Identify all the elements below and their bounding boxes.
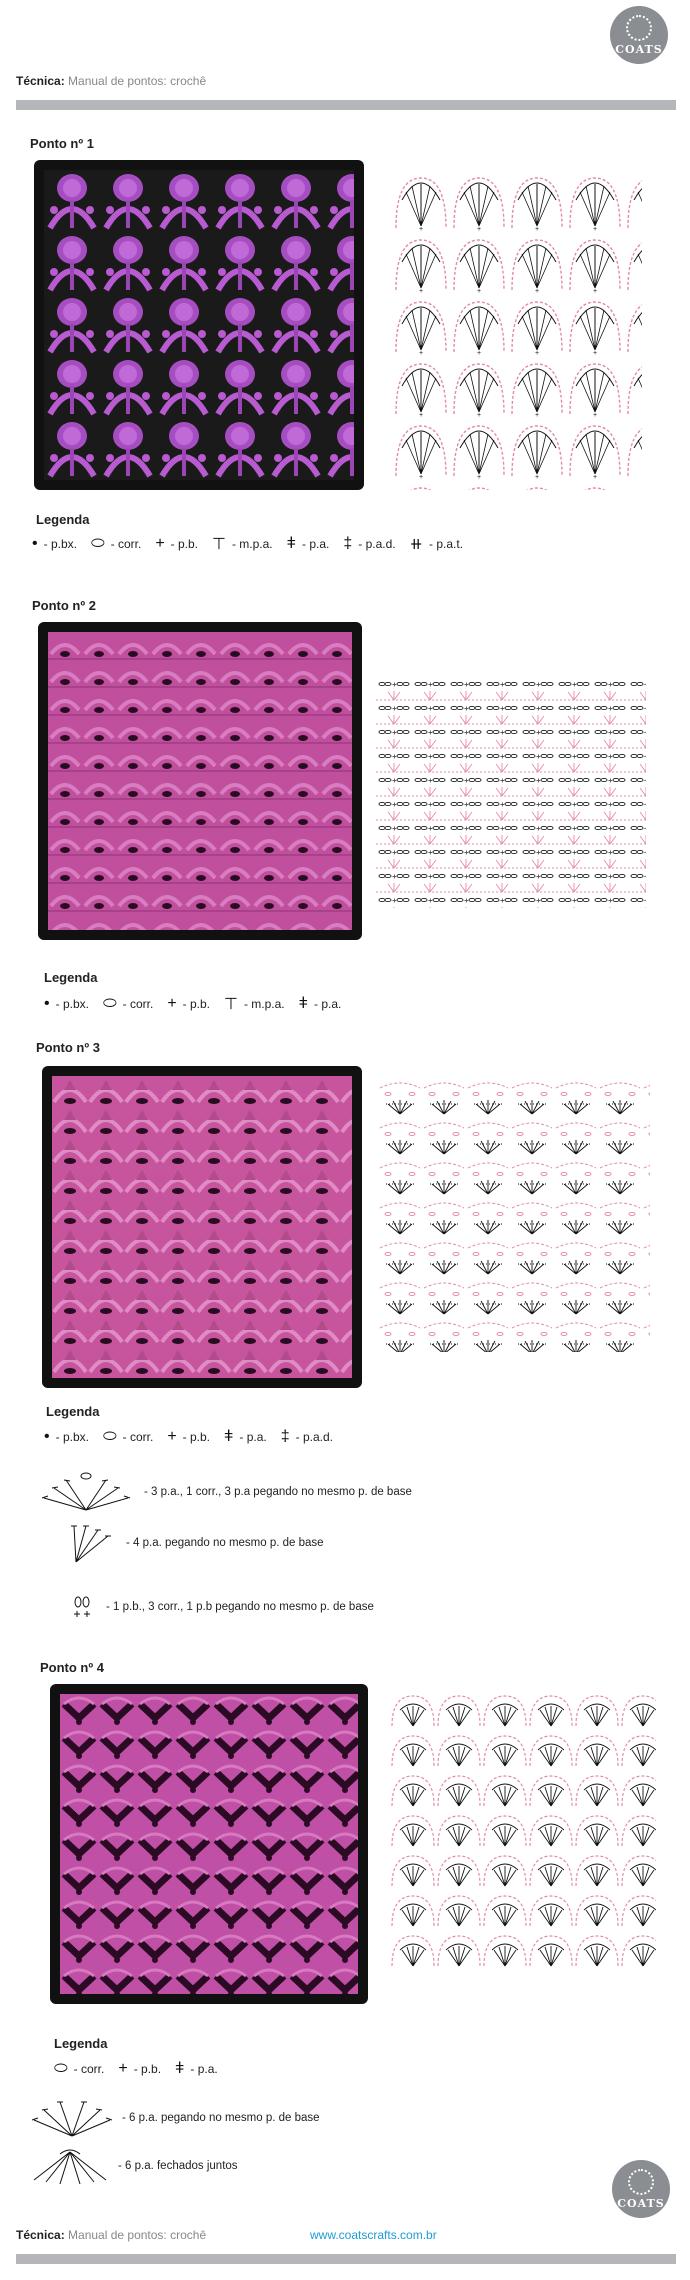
footer-bar bbox=[16, 2254, 676, 2264]
picot-icon bbox=[68, 1594, 98, 1620]
ponto-4-photo bbox=[50, 1684, 368, 2004]
legend-item: ⬭ - corr. bbox=[54, 2060, 105, 2077]
mpa-icon: ⊤ bbox=[212, 536, 226, 553]
legend-item: ‡ - p.a.d. bbox=[280, 1428, 333, 1445]
ponto-3-photo bbox=[42, 1066, 362, 1388]
plus-icon: + bbox=[167, 995, 177, 1012]
ponto-4-legend-title: Legenda bbox=[54, 2036, 108, 2051]
fan-4-icon bbox=[68, 1520, 118, 1566]
mpa-icon: ⊤ bbox=[224, 996, 238, 1013]
plus-icon: + bbox=[118, 2060, 128, 2077]
pa-icon: ǂ bbox=[298, 995, 308, 1012]
ponto-2-title: Ponto nº 2 bbox=[32, 598, 96, 613]
legend-item: ⊤ - m.p.a. bbox=[212, 536, 273, 553]
logo-ring-icon bbox=[628, 2169, 654, 2195]
ponto-4-legend bbox=[54, 2060, 232, 2078]
plus-icon: + bbox=[167, 1428, 177, 1445]
ponto-1-legend bbox=[32, 534, 477, 554]
legend-item: ⬭ - corr. bbox=[90, 535, 142, 552]
ponto-4-extra-1: - 6 p.a. pegando no mesmo p. de base bbox=[30, 2098, 320, 2138]
shell-6-icon bbox=[30, 2098, 114, 2138]
oval-icon: ⬭ bbox=[90, 535, 105, 552]
header-bar bbox=[16, 100, 676, 110]
oval-icon: ⬭ bbox=[54, 2060, 68, 2077]
pa-icon: ǂ bbox=[175, 2060, 185, 2077]
dot-icon: • bbox=[32, 535, 38, 552]
ponto-3-chart bbox=[378, 1080, 650, 1352]
ponto-1-legend-title: Legenda bbox=[36, 512, 90, 527]
legend-item: ‡ - p.a.d. bbox=[343, 535, 396, 552]
legend-item: • - p.bx. bbox=[44, 1428, 89, 1445]
ponto-4-extra-2: - 6 p.a. fechados juntos bbox=[30, 2146, 238, 2186]
pa-icon: ǂ bbox=[286, 535, 296, 552]
ponto-3-title: Ponto nº 3 bbox=[36, 1040, 100, 1055]
ponto-3-extra-3: - 1 p.b., 3 corr., 1 p.b pegando no mesmo p. de base bbox=[68, 1594, 374, 1620]
oval-icon: ⬭ bbox=[102, 995, 117, 1012]
pat-icon: ⧺ bbox=[409, 536, 424, 553]
logo-ring-icon bbox=[626, 15, 652, 41]
ponto-4-chart bbox=[390, 1690, 656, 1972]
dot-icon: • bbox=[44, 995, 50, 1012]
plus-icon: + bbox=[155, 535, 165, 552]
cluster-6-icon bbox=[30, 2146, 110, 2186]
legend-item: + - p.b. bbox=[167, 995, 211, 1012]
legend-item: ǂ - p.a. bbox=[286, 535, 330, 552]
pad-icon: ‡ bbox=[343, 535, 353, 552]
pa-icon: ǂ bbox=[224, 1428, 234, 1445]
ponto-2-legend bbox=[44, 994, 355, 1014]
tecnica-label: Técnica: bbox=[16, 74, 65, 88]
shell-3-1-3-icon bbox=[36, 1470, 136, 1514]
legend-item: ǂ - p.a. bbox=[224, 1428, 267, 1445]
oval-icon: ⬭ bbox=[102, 1428, 117, 1445]
ponto-3-legend bbox=[44, 1428, 347, 1446]
legend-item: ǂ - p.a. bbox=[175, 2060, 218, 2077]
legend-item: • - p.bx. bbox=[32, 535, 77, 552]
legend-item: + - p.b. bbox=[167, 1428, 211, 1445]
legend-item: + - p.b. bbox=[118, 2060, 162, 2077]
logo-text: COATS bbox=[617, 2196, 665, 2210]
ponto-1-chart bbox=[392, 170, 642, 490]
ponto-2-legend-title: Legenda bbox=[44, 970, 98, 985]
dot-icon: • bbox=[44, 1428, 50, 1445]
footer-tecnica bbox=[16, 2228, 206, 2242]
logo-text: COATS bbox=[615, 42, 663, 56]
coats-logo bbox=[610, 6, 668, 64]
legend-item: ⬭ - corr. bbox=[102, 1428, 154, 1445]
ponto-3-extra-2: - 4 p.a. pegando no mesmo p. de base bbox=[68, 1520, 324, 1566]
ponto-3-legend-title: Legenda bbox=[46, 1404, 100, 1419]
footer-url-link[interactable]: www.coatscrafts.com.br bbox=[310, 2228, 437, 2242]
ponto-2-photo bbox=[38, 622, 362, 940]
tecnica-value: Manual de pontos: crochê bbox=[68, 74, 207, 88]
ponto-1-photo bbox=[34, 160, 364, 490]
ponto-3-extra-1: - 3 p.a., 1 corr., 3 p.a pegando no mesmo p. de base bbox=[36, 1470, 412, 1514]
footer-coats-logo bbox=[612, 2160, 670, 2218]
legend-item: ⧺ - p.a.t. bbox=[409, 536, 464, 553]
ponto-4-title: Ponto nº 4 bbox=[40, 1660, 104, 1675]
pad-icon: ‡ bbox=[280, 1428, 290, 1445]
legend-item: • - p.bx. bbox=[44, 995, 89, 1012]
legend-item: + - p.b. bbox=[155, 535, 199, 552]
legend-item: ⬭ - corr. bbox=[102, 995, 154, 1012]
ponto-1-title: Ponto nº 1 bbox=[30, 136, 94, 151]
ponto-2-chart bbox=[376, 680, 646, 908]
header-tecnica bbox=[16, 74, 206, 88]
legend-item: ⊤ - m.p.a. bbox=[224, 996, 285, 1013]
legend-item: ǂ - p.a. bbox=[298, 995, 342, 1012]
tecnica-value: Manual de pontos: crochê bbox=[68, 2228, 207, 2242]
tecnica-label: Técnica: bbox=[16, 2228, 65, 2242]
